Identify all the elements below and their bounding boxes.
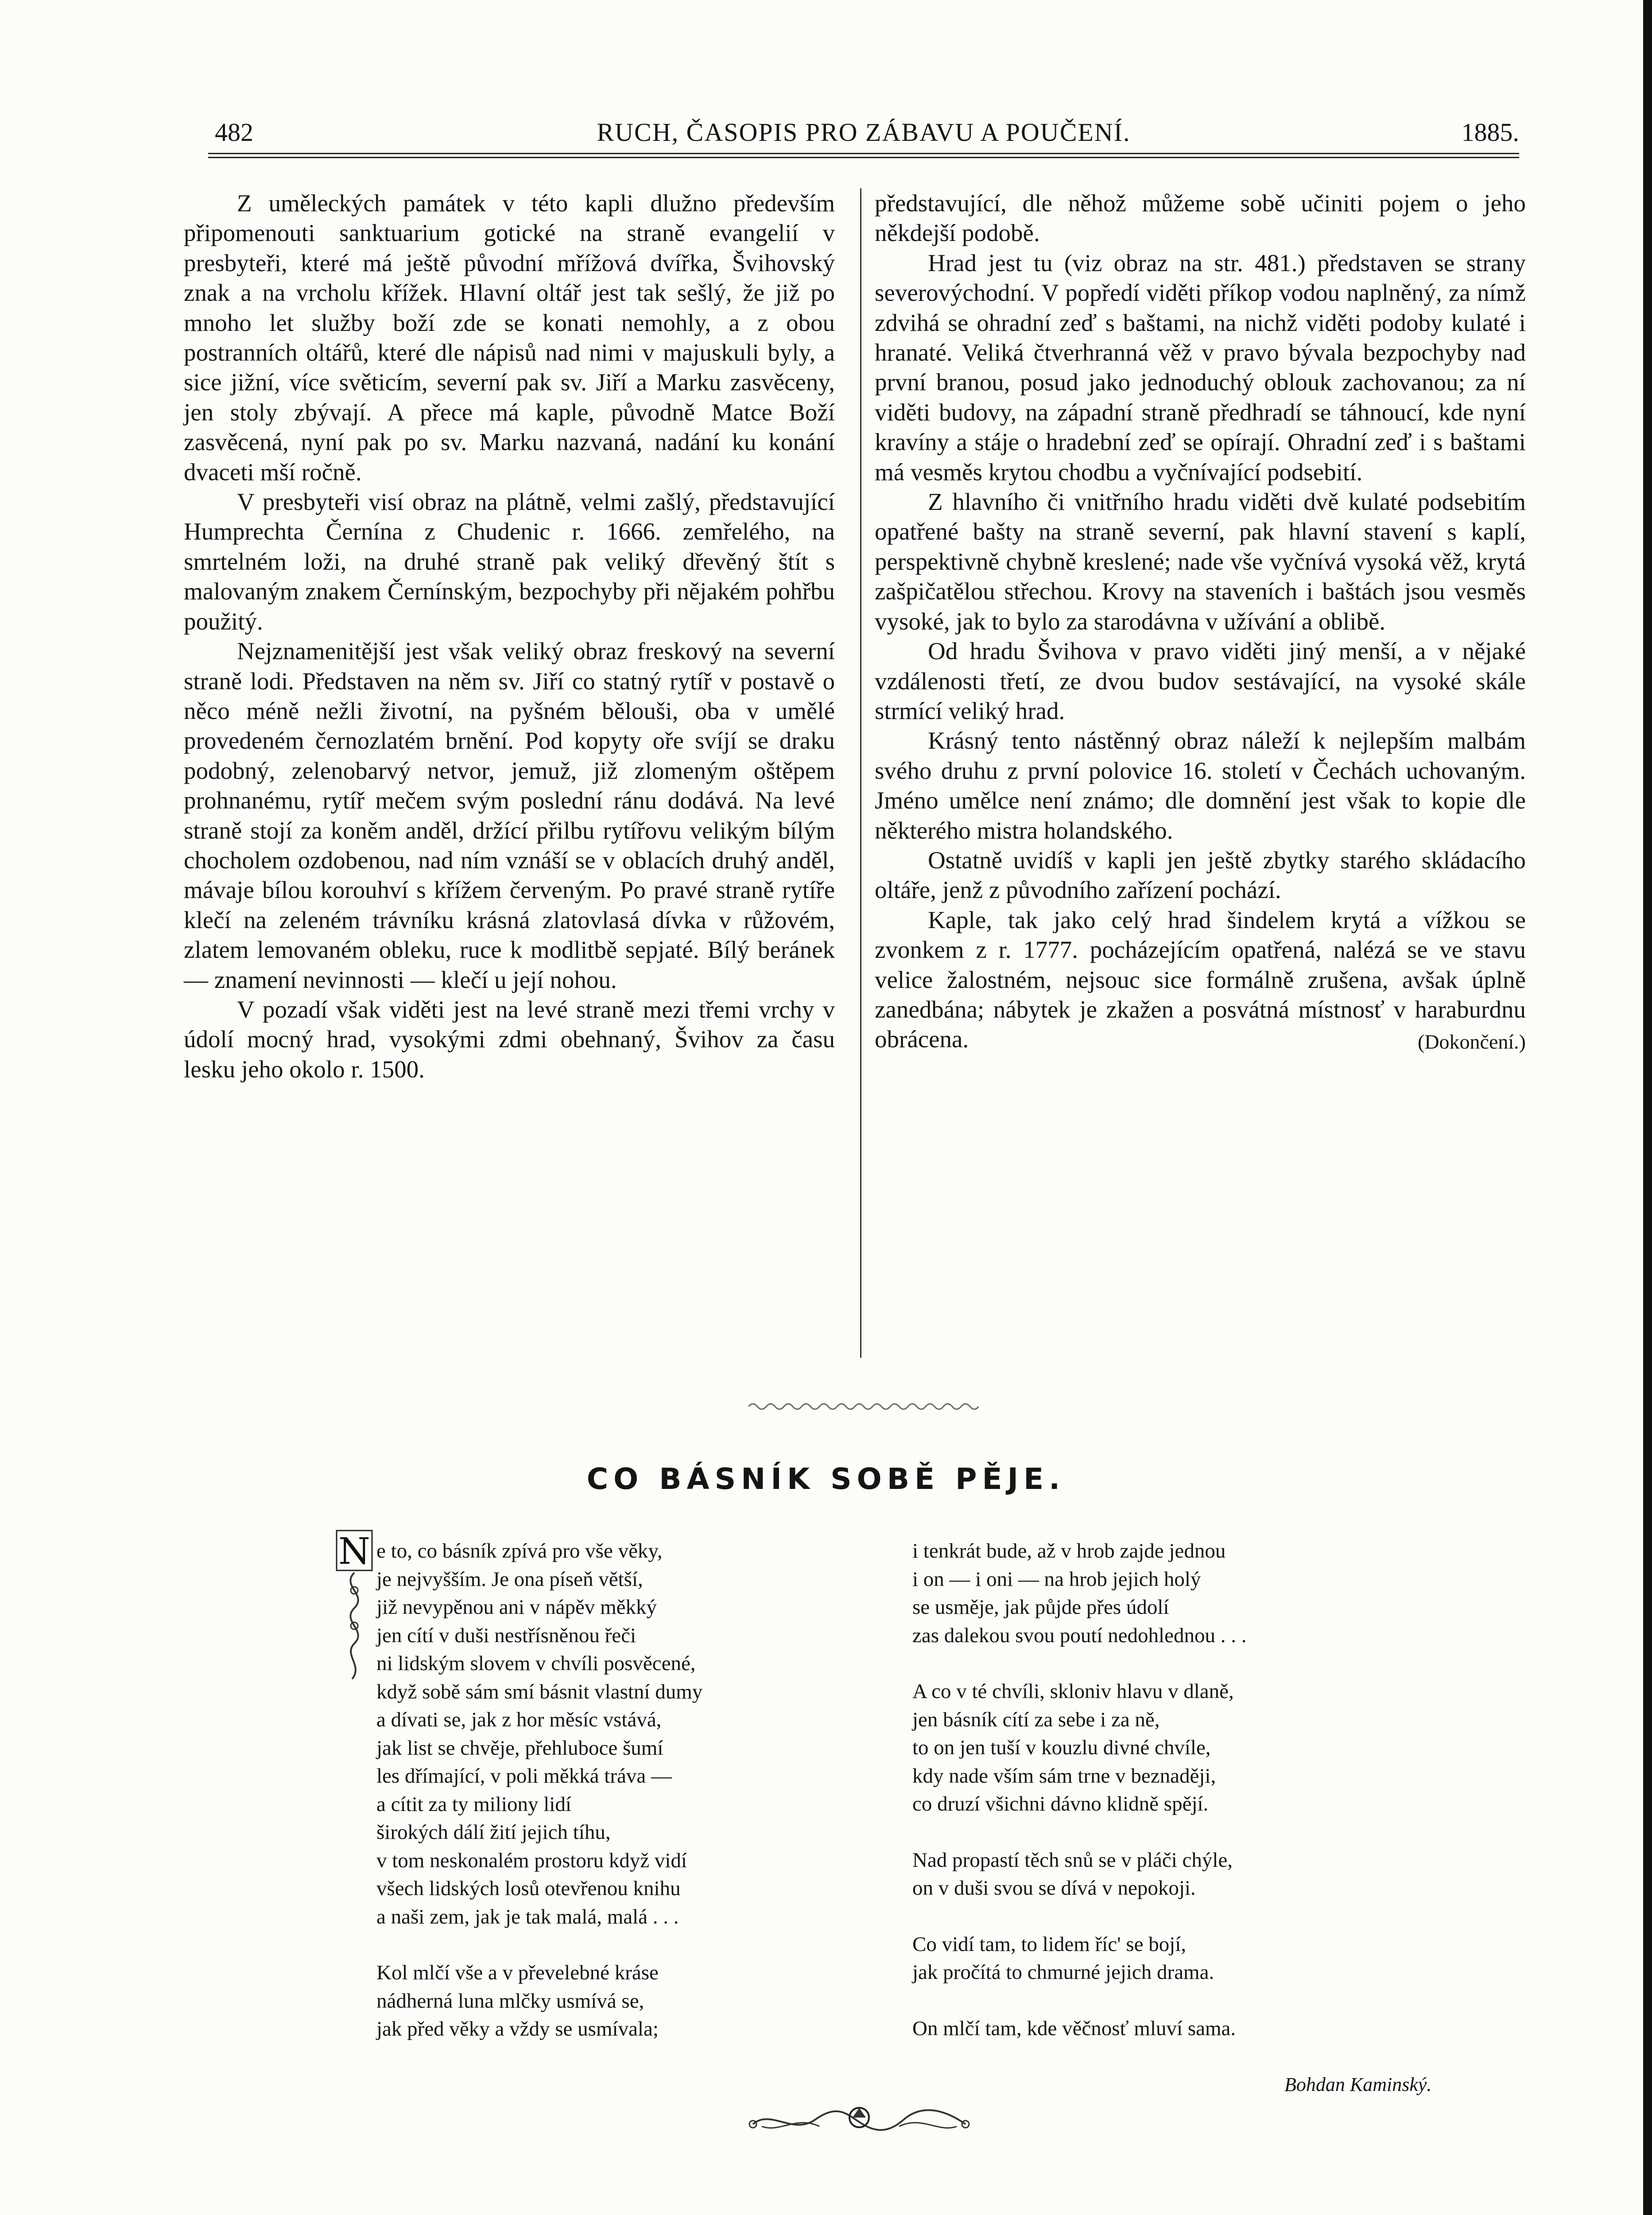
poem-line: e to, co básník zpívá pro vše věky, [376, 1539, 663, 1562]
paragraph: Ostatně uvidíš v kapli jen ještě zbytky starého skládacího oltáře, jenž z původního zařízení pochází. [875, 846, 1526, 904]
poem-line: jak před věky a vždy se usmívala; [376, 2017, 659, 2040]
poem-line: zas dalekou svou poutí nedohlednou . . . [912, 1624, 1247, 1647]
page-header [208, 117, 1519, 153]
poem-line: jak list se chvěje, přehluboce šumí [376, 1736, 663, 1760]
page-number: 482 [215, 118, 253, 147]
column-divider [860, 188, 861, 1358]
poem-line: již nevypěnou ani v nápěv měkký [376, 1596, 657, 1619]
decorative-initial-letter [332, 1528, 376, 1688]
poem-line: Co vidí tam, to lidem říc' se bojí, [912, 1932, 1187, 1956]
right-column [875, 188, 1526, 1057]
paragraph-last [875, 905, 1526, 1054]
poem-line: nádherná luna mlčky usmívá se, [376, 1989, 644, 2013]
poem-line: širokých dálí žití jejich tíhu, [376, 1821, 611, 1844]
poem-line: to on jen tuší v kouzlu divné chvíle, [912, 1736, 1211, 1759]
paragraph: Z hlavního či vnitřního hradu viděti dvě kulaté podsebitím opatřené bašty na straně severní, pak hlavní stavení s kaplí, perspektivně chybně kreslené; nade vše vyčnívá vysoká věž, krytá zašpičatělou střechou. Krovy na staveních i baštách jsou vesměs vysoké, jak to bylo za starodávna v užívání a oblibě. [875, 488, 1526, 635]
poem-line: on v duši svou se dívá v nepokoji. [912, 1877, 1196, 1900]
poem-stanza [912, 1931, 1246, 1987]
poem-line: i on — i oni — na hrob jejich holý [912, 1567, 1201, 1591]
poem-line: Kol mlčí vše a v převelebné kráse [376, 1961, 659, 1984]
paragraph: Od hradu Švihova v pravo viděti jiný menší, a v nějaké vzdálenosti třetí, ze dvou budov sestávající, na vysoké skále strmící veliký hrad. [875, 637, 1526, 724]
poem-line: jen cítí v duši nestřísněnou řeči [376, 1624, 636, 1647]
initial-letter: N [338, 1531, 370, 1573]
tailpiece-ornament [744, 2100, 974, 2140]
poem-line: a dívati se, jak z hor měsíc vstává, [376, 1708, 662, 1731]
paragraph: Hrad jest tu (viz obraz na str. 481.) představen se strany severovýchodní. V popředí viděti příkop vodou naplněný, za nímž zdvihá se ohradní zeď s baštami, na nichž viděti podoby kulaté i hranaté. Veliká čtverhranná věž v pravo bývala bezpochyby nad první branou, posud jako jednoduchý oblouk zachovanou; za ní viděti budovy, na západní straně předhradí se táhnoucí, kde nyní kravíny a stáje o hradební zeď se opírají. Ohradní zeď i s baštami má vesměs krytou chodbu a vyčnívající podsebití. [875, 249, 1526, 486]
poem-line: když sobě sám smí básnit vlastní dumy [376, 1680, 703, 1703]
poem-author: Bohdan Kaminský. [1284, 2074, 1432, 2095]
poem-line: jen básník cítí za sebe i za ně, [912, 1708, 1160, 1731]
poem-line: jak pročítá to chmurné jejich drama. [912, 1961, 1214, 1984]
year: 1885. [1461, 118, 1519, 147]
poem-stanza [376, 1537, 702, 1931]
poem-title: CO BÁSNÍK SOBĚ PĚJE. [586, 1462, 1066, 1496]
poem-line: je nejvyšším. Je ona píseň větší, [376, 1567, 643, 1591]
paragraph: Krásný tento nástěnný obraz náleží k nejlepším malbám svého druhu z první polovice 16. století v Čechách uchovaným. Jméno umělce není známo; dle domnění jest však to kopie dle některého mistra holandského. [875, 727, 1526, 844]
wavy-divider-ornament [748, 1398, 979, 1415]
paragraph: představující, dle něhož můžeme sobě učiniti pojem o jeho někdejší podobě. [875, 190, 1526, 247]
poem-line: Nad propastí těch snů se v pláči chýle, [912, 1848, 1233, 1872]
poem-stanza [912, 2015, 1246, 2043]
paragraph: Z uměleckých památek v této kapli dlužno především připomenouti sanktuarium gotické na straně evangelií v presbyteři, které má ještě původní mřížová dvířka, Švihovský znak a na vrcholu křížek. Hlavní oltář jest tak sešlý, že již po mnoho let služby boží zde se konati nemohly, a z obou postranních oltářů, které dle nápisů nad nimi v majuskuli byly, a sice jižní, více světicím, severní pak sv. Jiří a Marku zasvěceny, jen stoly zbývají. A přece má kaple, původně Matce Boží zasvěcená, nyní pak po sv. Marku nazvaná, nadání ku konání dvaceti mší ročně. [184, 190, 835, 486]
poem-right-column [912, 1537, 1246, 2071]
header-rule [208, 153, 1519, 158]
poem-stanza [912, 1846, 1246, 1903]
poem-left-column [376, 1537, 702, 2071]
left-column [184, 188, 835, 1084]
poem-line: a cítit za ty miliony lidí [376, 1792, 571, 1816]
poem-line: co druzí všichni dávno klidně spějí. [912, 1792, 1209, 1815]
paragraph: V presbyteři visí obraz na plátně, velmi zašlý, představující Humprechta Černína z Chudenic r. 1666. zemřelého, na smrtelném loži, na druhé straně pak veliký dřevěný štít s malovaným znakem Černínským, bezpochyby při nějakém pohřbu použitý. [184, 488, 835, 635]
poem-line: les dřímající, v poli měkká tráva — [376, 1764, 672, 1788]
poem-stanza [912, 1537, 1246, 1650]
paragraph: Nejznamenitější jest však veliký obraz freskový na severní straně lodi. Představen na něm sv. Jiří co statný rytíř v postavě o něco méně nežli životní, na pyšném bělouši, oba v umělé provedeném černozlatém brnění. Pod kopyty oře svíjí se draku podobný, zelenobarvý netvor, jemuž, již zlomeným oštěpem prohnanému, rytíř mečem svým poslední ránu dodává. Na levé straně stojí za koněm anděl, držící přilbu rytířovu velikým bílým chocholem ozdobenou, nad ním vznáší se v oblacích druhý anděl, mávaje bílou korouhví s křížem červeným. Po pravé straně rytíře klečí na zeleném trávníku krásná zlatovlasá dívka v růžovém, zlatem lemovaném obleku, ruce k modlitbě sepjaté. Bílý beránek — znamení nevinnosti — klečí u její nohou. [184, 637, 835, 993]
poem-stanza [376, 1959, 702, 2044]
poem-line: i tenkrát bude, až v hrob zajde jednou [912, 1539, 1226, 1562]
poem-line: se usměje, jak půjde přes údolí [912, 1596, 1169, 1619]
paragraph: V pozadí však viděti jest na levé straně mezi třemi vrchy v údolí mocný hrad, vysokými zdmi obehnaný, Švihov za času lesku jeho okolo r. 1500. [184, 995, 835, 1083]
poem-line: ni lidským slovem v chvíli posvěcené, [376, 1652, 696, 1675]
poem-line: a naši zem, jak je tak malá, malá . . . [376, 1905, 679, 1928]
paragraph-text: Kaple, tak jako celý hrad šindelem krytá a vížkou se zvonkem z r. 1777. pocházejícím opatřená, nalézá se ve stavu velice žalostném, nejsouc sice formálně zrušena, avšak úplně zanedbána; nábytek je zkažen a posvátná místnosť v haraburdnu obrácena. [875, 906, 1526, 1053]
poem-line: všech lidských losů otevřenou knihu [376, 1877, 681, 1900]
poem-stanza [912, 1678, 1246, 1819]
poem-line: kdy nade vším sám trne v beznaději, [912, 1764, 1216, 1788]
poem-line: A co v té chvíli, skloniv hlavu v dlaně, [912, 1680, 1234, 1703]
continued-note: (Dokončení.) [1418, 1030, 1526, 1053]
running-title: RUCH, ČASOPIS PRO ZÁBAVU A POUČENÍ. [597, 118, 1131, 147]
poem-line: v tom neskonalém prostoru když vidí [376, 1849, 687, 1872]
poem-line: On mlčí tam, kde věčnosť mluví sama. [912, 2017, 1236, 2040]
